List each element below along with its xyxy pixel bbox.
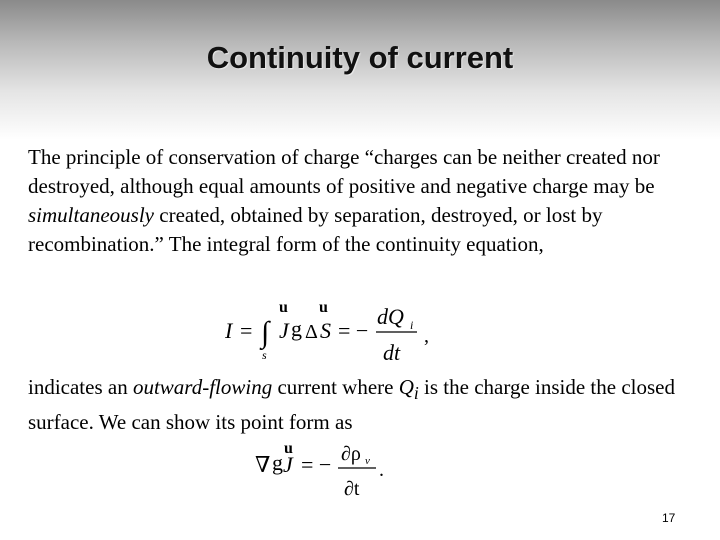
dot-operator: g bbox=[272, 450, 283, 475]
charge-symbol: Q bbox=[398, 375, 414, 399]
numerator: ∂ρ bbox=[341, 443, 361, 465]
paragraph-text: is the charge inside the closed surface. We can show its point form as bbox=[28, 375, 675, 435]
surface-symbol: S bbox=[320, 318, 331, 343]
delta-symbol: Δ bbox=[305, 321, 318, 343]
nabla-operator: ∇ bbox=[255, 452, 271, 477]
paragraph-text: indicates an bbox=[28, 375, 133, 399]
emphasis-text: outward-flowing bbox=[132, 375, 273, 399]
slide-title: Continuity of current bbox=[206, 40, 514, 75]
paragraph-text: created, obtained by separation, destroyed, or lost by recombination.” The integral form of the continuity equation, bbox=[28, 203, 603, 256]
point-form-continuity-equation bbox=[255, 440, 405, 502]
denominator: ∂t bbox=[344, 478, 360, 500]
vector-mark-s: u bbox=[319, 299, 328, 316]
paragraph-text: The principle of conservation of charge “charges can be neither created nor destroyed, although equal amounts of positive and negative charge may be bbox=[28, 145, 660, 198]
current-density-symbol: J bbox=[283, 452, 293, 477]
vector-mark-j: u bbox=[279, 299, 288, 316]
lower-limit: s bbox=[262, 348, 267, 362]
trailing-comma: , bbox=[424, 325, 429, 347]
current-symbol: I bbox=[225, 318, 233, 343]
charge-subscript: i bbox=[413, 383, 419, 404]
current-density-symbol: J bbox=[279, 318, 289, 343]
integral-continuity-equation bbox=[225, 298, 445, 368]
numerator-subscript: v bbox=[365, 455, 370, 467]
vector-mark-j: u bbox=[284, 440, 293, 457]
paragraph-outward-current bbox=[28, 373, 688, 437]
emphasis-text: simultaneously bbox=[28, 203, 154, 227]
numerator: dQ bbox=[377, 304, 404, 329]
page-number: 17 bbox=[662, 511, 676, 525]
integral-sign: ∫ bbox=[261, 316, 270, 349]
minus-sign: = − bbox=[338, 318, 369, 343]
denominator: dt bbox=[383, 340, 401, 365]
equals-sign: = bbox=[240, 318, 253, 343]
minus-sign: = − bbox=[301, 452, 332, 477]
paragraph-text: current where bbox=[272, 375, 399, 399]
paragraph-conservation-of-charge bbox=[28, 143, 688, 259]
numerator-subscript: i bbox=[410, 318, 414, 332]
trailing-period: . bbox=[379, 459, 384, 481]
dot-operator: g bbox=[291, 316, 302, 341]
